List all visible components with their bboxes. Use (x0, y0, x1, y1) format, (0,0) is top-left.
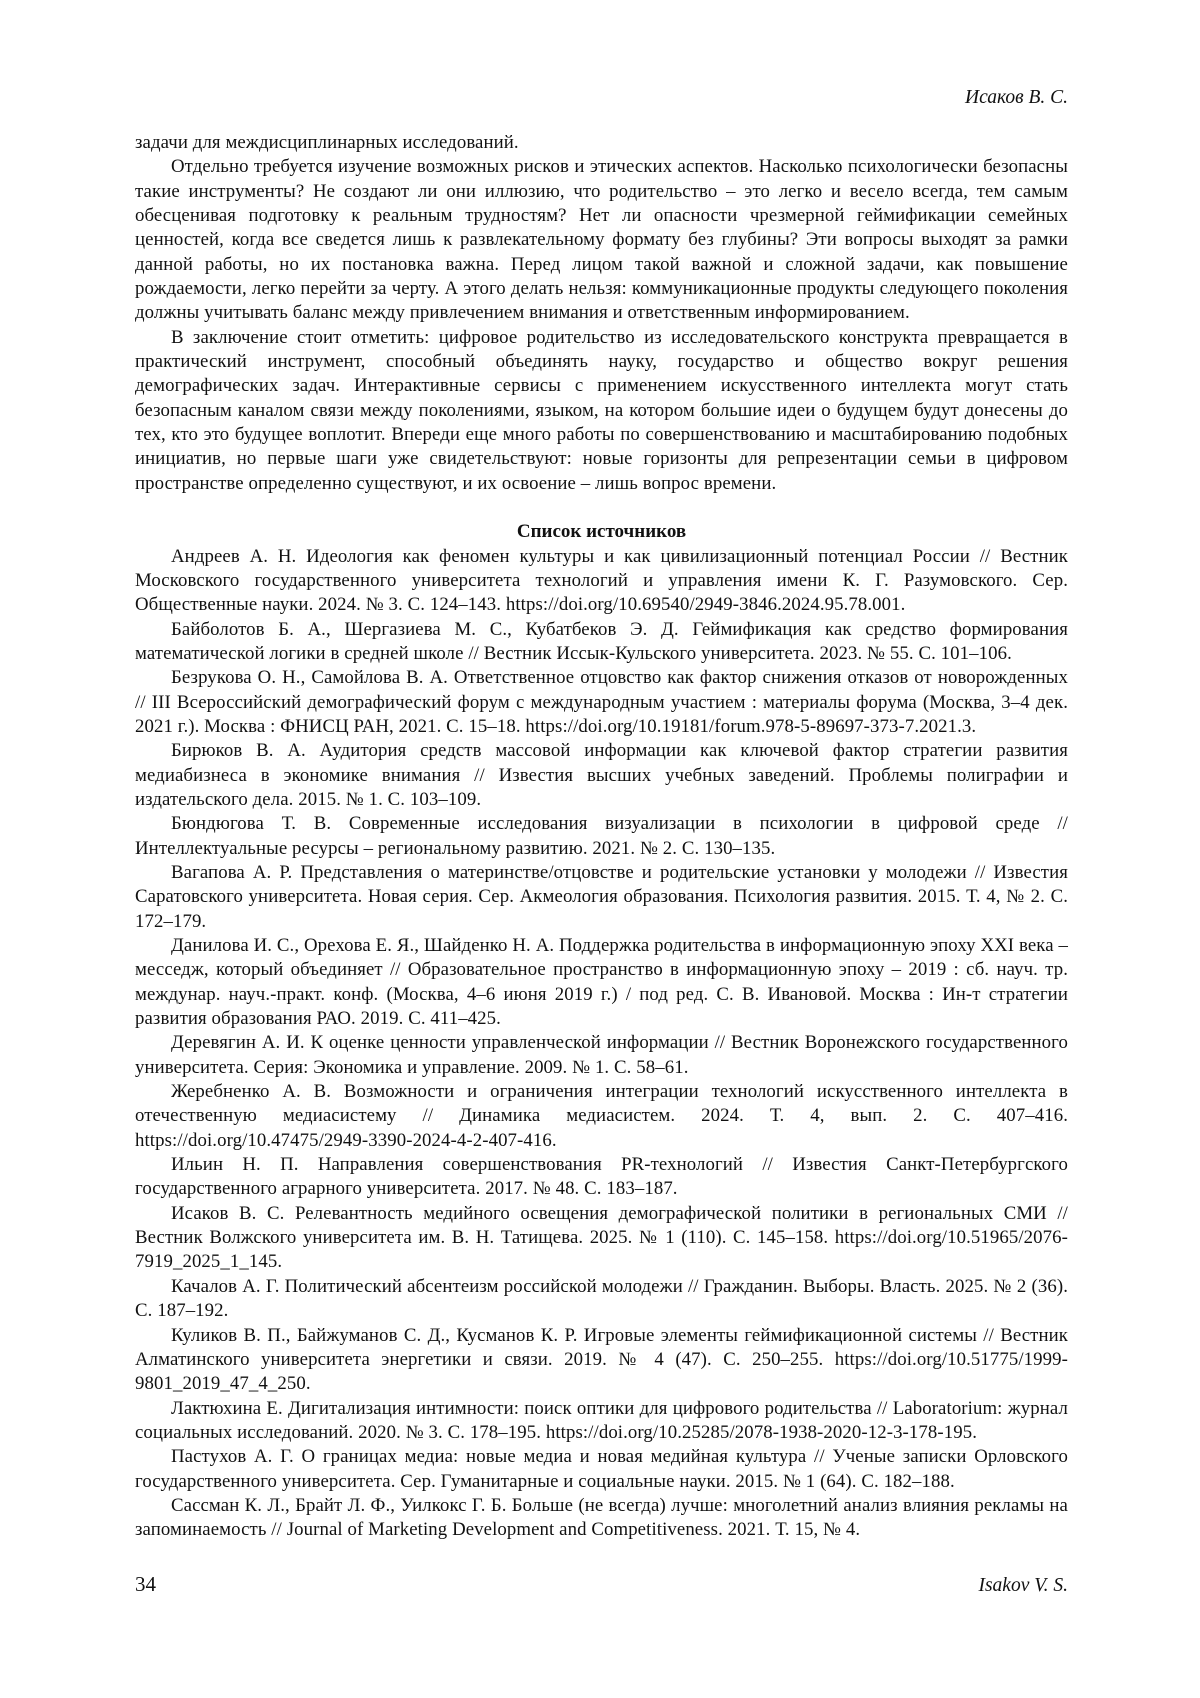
reference-entry: Качалов А. Г. Политический абсентеизм российской молодежи // Гражданин. Выборы. Власть. 2025. № 2 (36). С. 187–192. (135, 1275, 1068, 1322)
reference-entry: Данилова И. С., Орехова Е. Я., Шайденко Н. А. Поддержка родительства в информационную эпоху XXI века – месседж, который объединяет // Образовательное пространство в информационную эпоху – 2019 : сб. науч. тр. междунар. науч.-практ. конф. (Москва, 4–6 июня 2019 г.) / под ред. С. В. Ивановой. Москва : Ин-т стратегии развития образования РАО. 2019. С. 411–425. (135, 935, 1068, 1030)
running-footer-author: Isakov V. S. (978, 1575, 1068, 1596)
main-text (135, 131, 1068, 1543)
references-heading: Список источников (516, 521, 687, 543)
reference-entry: Куликов В. П., Байжуманов С. Д., Кусманов К. Р. Игровые элементы геймификационной системы // Вестник Алматинского университета энергетики и связи. 2019. № 4 (47). С. 250–255. https://doi.org/10.51775/1999-9801_2019_47_4_250. (135, 1324, 1068, 1395)
body-paragraph: задачи для междисциплинарных исследований. (135, 132, 519, 153)
reference-entry: Деревягин А. И. К оценке ценности управленческой информации // Вестник Воронежского государственного университета. Серия: Экономика и управление. 2009. № 1. С. 58–61. (135, 1032, 1068, 1078)
reference-entry: Андреев А. Н. Идеология как феномен культуры и как цивилизационный потенциал России // Вестник Московского государственного университета технологий и управления имени К. Г. Разумовского. Сер. Общественные науки. 2024. № 3. С. 124–143. https://doi.org/10.69540/2949-3846.2024.95.78.001. (135, 545, 1068, 616)
reference-entry: Бирюков В. А. Аудитория средств массовой информации как ключевой фактор стратегии развития медиабизнеса в экономике внимания // Известия высших учебных заведений. Проблемы полиграфии и издательского дела. 2015. № 1. С. 103–109. (135, 740, 1068, 810)
running-header (135, 86, 1068, 110)
reference-entry: Сассман К. Л., Брайт Л. Ф., Уилкокс Г. Б. Больше (не всегда) лучше: многолетний анализ влияния рекламы на запоминаемость // Journal of Marketing Development and Competitiveness. 2021. Т. 15, № 4. (135, 1494, 1068, 1541)
reference-entry: Исаков В. С. Релевантность медийного освещения демографической политики в региональных СМИ // Вестник Волжского университета им. В. Н. Татищева. 2025. № 1 (110). С. 145–158. https://doi.org/10.51965/2076-7919_2025_1_145. (135, 1202, 1068, 1273)
reference-entry: Ильин Н. П. Направления совершенствования PR-технологий // Известия Санкт-Петербургского государственного аграрного университета. 2017. № 48. С. 183–187. (135, 1154, 1068, 1200)
reference-entry: Байболотов Б. А., Шергазиева М. С., Кубатбеков Э. Д. Геймификация как средство формирования математической логики в средней школе // Вестник Иссык-Кульского университета. 2023. № 55. С. 101–106. (135, 618, 1068, 664)
running-footer (135, 1571, 1068, 1599)
page-number: 34 (135, 1572, 156, 1596)
body-paragraph: В заключение стоит отметить: цифровое родительство из исследовательского конструкта превращается в практический инструмент, способный объединять науку, государство и общество вокруг решения демографических задач. Интерактивные сервисы с применением искусственного интеллекта могут стать безопасным каналом связи между поколениями, языком, на котором большие идеи о будущем будут донесены до тех, кто это будущее воплотит. Впереди еще много работы по совершенствованию и масштабированию подобных инициатив, но первые шаги уже свидетельствуют: новые горизонты для репрезентации семьи в цифровом пространстве определенно существуют, и их освоение – лишь вопрос времени. (135, 326, 1068, 494)
reference-entry: Вагапова А. Р. Представления о материнстве/отцовстве и родительские установки у молодежи // Известия Саратовского университета. Новая серия. Сер. Акмеология образования. Психология развития. 2015. Т. 4, № 2. С. 172–179. (135, 861, 1068, 932)
reference-entry: Безрукова О. Н., Самойлова В. А. Ответственное отцовство как фактор снижения отказов от новорожденных // III Всероссийский демографический форум с международным участием : материалы форума (Москва, 3–4 дек. 2021 г.). Москва : ФНИСЦ РАН, 2021. С. 15–18. https://doi.org/10.19181/forum.978-5-89697-373-7.2021.3. (135, 667, 1068, 737)
body-paragraph: Отдельно требуется изучение возможных рисков и этических аспектов. Насколько психологически безопасны такие инструменты? Не создают ли они иллюзию, что родительство – это легко и весело всегда, тем самым обесценивая подготовку к реальным трудностям? Нет ли опасности чрезмерной геймификации семейных ценностей, когда все сведется лишь к развлекательному формату без глубины? Эти вопросы выходят за рамки данной работы, но их постановка важна. Перед лицом такой важной и сложной задачи, как повышение рождаемости, легко перейти за черту. А этого делать нельзя: коммуникационные продукты следующего поколения должны учитывать баланс между привлечением внимания и ответственным информированием. (135, 156, 1068, 324)
running-header-author: Исаков В. С. (965, 87, 1068, 108)
reference-entry: Лактюхина Е. Дигитализация интимности: поиск оптики для цифрового родительства // Laboratorium: журнал социальных исследований. 2020. № 3. С. 178–195. https://doi.org/10.25285/2078-1938-2020-12-3-178-195. (135, 1397, 1068, 1443)
reference-entry: Жеребненко А. В. Возможности и ограничения интеграции технологий искусственного интеллекта в отечественную медиасистему // Динамика медиасистем. 2024. Т. 4, вып. 2. С. 407–416. https://doi.org/10.47475/2949-3390-2024-4-2-407-416. (135, 1081, 1068, 1151)
reference-entry: Пастухов А. Г. О границах медиа: новые медиа и новая медийная культура // Ученые записки Орловского государственного университета. Сер. Гуманитарные и социальные науки. 2015. № 1 (64). С. 182–188. (135, 1446, 1068, 1492)
reference-entry: Бюндюгова Т. В. Современные исследования визуализации в психологии в цифровой среде // Интеллектуальные ресурсы – региональному развитию. 2021. № 2. С. 130–135. (135, 813, 1068, 859)
